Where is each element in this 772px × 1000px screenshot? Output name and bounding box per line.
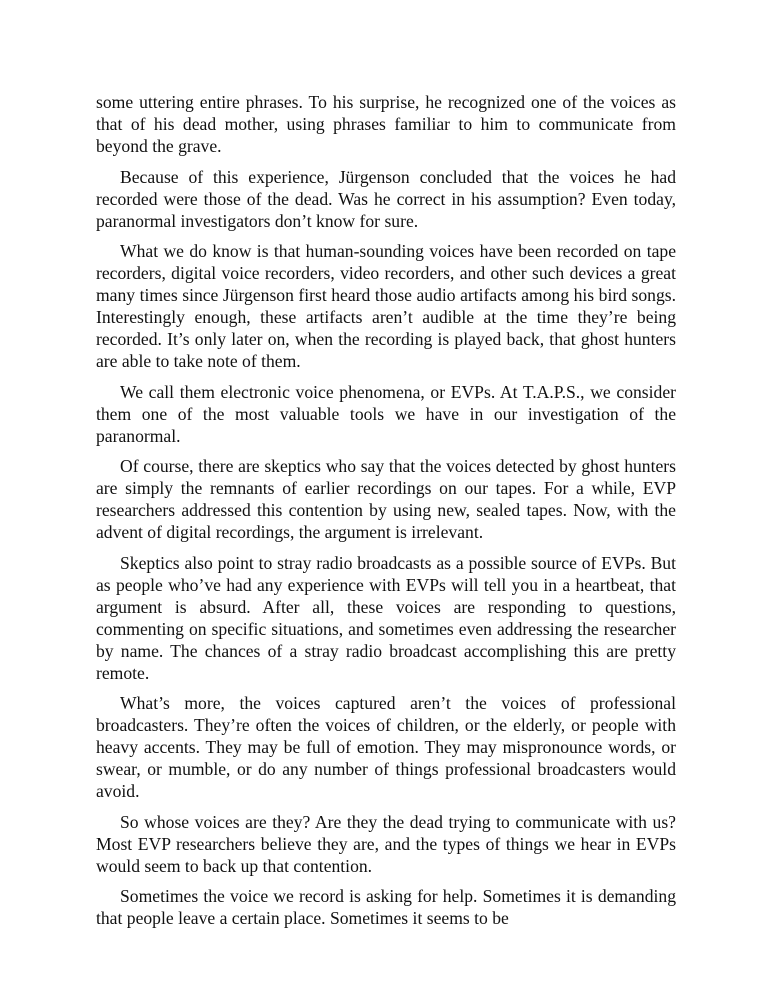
paragraph-skeptics-tapes: Of course, there are skeptics who say that the voices detected by ghost hunters are simply the remnants of earlier recordings on our tapes. For a while, EVP researchers addressed this contention by using new, sealed tapes. Now, with the advent of digital recordings, the argument is irrelevant. bbox=[96, 456, 676, 542]
paragraph-whose-voices: So whose voices are they? Are they the dead trying to communicate with us? Most EVP researchers believe they are, and the types of things we hear in EVPs would seem to back up that contention. bbox=[96, 811, 676, 876]
paragraph-jurgenson-conclusion: Because of this experience, Jürgenson concluded that the voices he had recorded were those of the dead. Was he correct in his assumption? Even today, paranormal investigators don’t know for sure. bbox=[96, 166, 676, 231]
paragraph-skeptics-radio: Skeptics also point to stray radio broadcasts as a possible source of EVPs. But as people who’ve had any experience with EVPs will tell you in a heartbeat, that argument is absurd. After all, these voices are responding to questions, commenting on specific situations, and sometimes even addressing the researcher by name. The chances of a stray radio broadcast accomplishing this are pretty remote. bbox=[96, 552, 676, 683]
page-body bbox=[96, 91, 676, 929]
paragraph-not-broadcasters: What’s more, the voices captured aren’t the voices of professional broadcasters. They’re often the voices of children, or the elderly, or people with heavy accents. They may be full of emotion. They may mispronounce words, or swear, or mumble, or do any number of things professional broadcasters would avoid. bbox=[96, 693, 676, 801]
paragraph-recorded-voices: What we do know is that human-sounding voices have been recorded on tape recorders, digital voice recorders, video recorders, and other such devices a great many times since Jürgenson first heard those audio artifacts among his bird songs. Interestingly enough, these artifacts aren’t audible at the time they’re being recorded. It’s only later on, when the recording is played back, that ghost hunters are able to take note of them. bbox=[96, 241, 676, 371]
paragraph-asking-for-help: Sometimes the voice we record is asking for help. Sometimes it is demanding that people leave a certain place. Sometimes it seems to be bbox=[96, 886, 676, 928]
paragraph-continuation: some uttering entire phrases. To his surprise, he recognized one of the voices as that of his dead mother, using phrases familiar to him to communicate from beyond the grave. bbox=[96, 92, 676, 156]
paragraph-evp-definition: We call them electronic voice phenomena, or EVPs. At T.A.P.S., we consider them one of the most valuable tools we have in our investigation of the paranormal. bbox=[96, 381, 676, 446]
